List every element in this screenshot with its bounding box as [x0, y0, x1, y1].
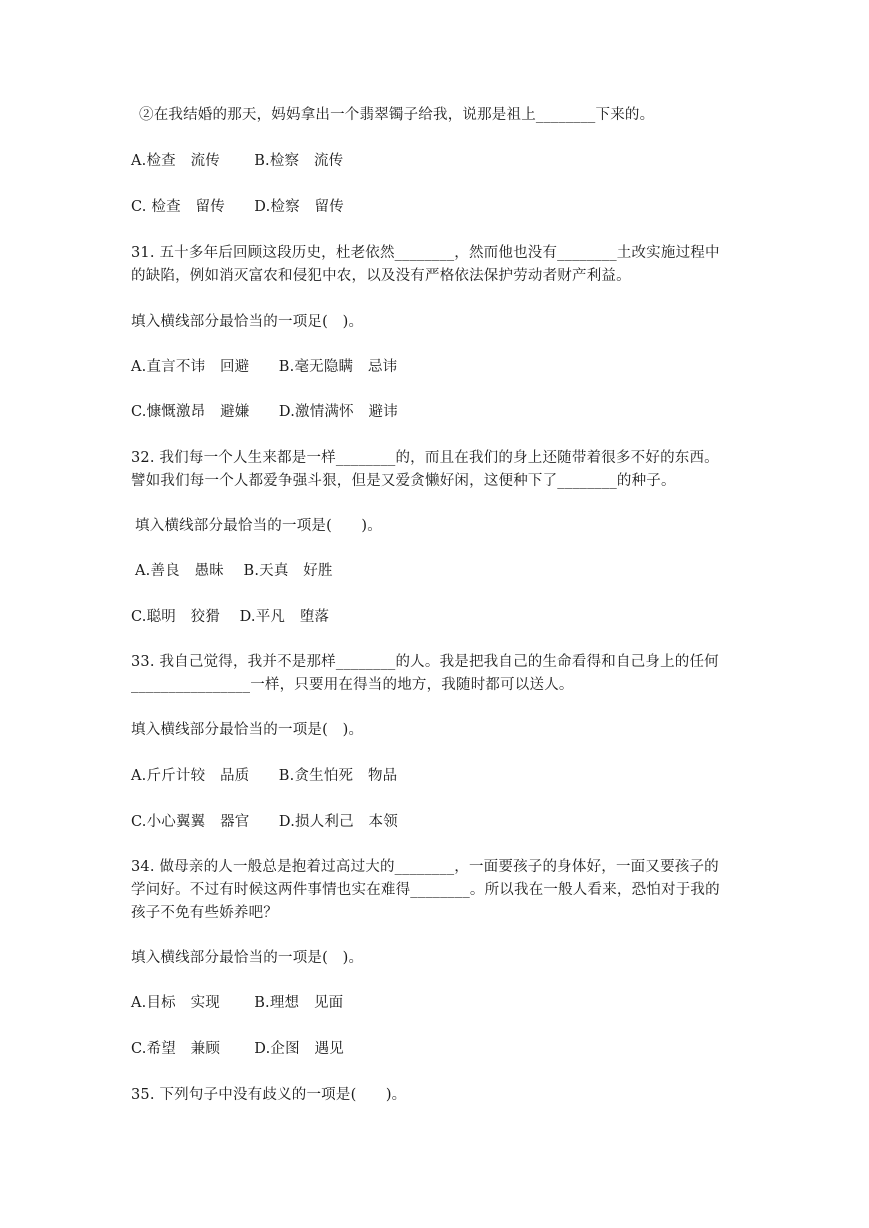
- q34-stem-line-3: 孩子不免有些娇养吧？: [131, 905, 278, 921]
- q33-options-cd: C.小心翼翼 器官 D.损人利己 本领: [131, 814, 398, 830]
- q31-stem-line-1: 31. 五十多年后回顾这段历史，杜老依然________，然而他也没有________土改实施过程中: [131, 245, 720, 261]
- q33-stem-line-1: 33. 我自己觉得，我并不是那样________的人。我是把我自己的生命看得和自己身上的任何: [131, 654, 719, 670]
- q32-prompt: 填入横线部分最恰当的一项是( )。: [135, 518, 382, 534]
- q34-stem-line-2: 学问好。不过有时候这两件事情也实在难得________。所以我在一般人看来，恐怕对于我的: [131, 882, 720, 898]
- q33-stem-line-2: ________________一样，只要用在得当的地方，我随时都可以送人。: [131, 677, 574, 693]
- q32-options-cd: C.聪明 狡猾 D.平凡 堕落: [131, 609, 330, 625]
- q34-stem-line-1: 34. 做母亲的人一般总是抱着过高过大的________，一面要孩子的身体好，一面又要孩子的: [131, 859, 719, 875]
- q34-options-cd: C.希望 兼顾 D.企图 遇见: [131, 1041, 344, 1057]
- q32-stem-line-1: 32. 我们每一个人生来都是一样________的，而且在我们的身上还随带着很多不好的东西。: [131, 450, 719, 466]
- q31-options-ab: A.直言不讳 回避 B.毫无隐瞒 忌讳: [131, 359, 398, 375]
- q31-stem-line-2: 的缺陷，例如消灭富农和侵犯中农，以及没有严格依法保护劳动者财产利益。: [131, 268, 631, 284]
- q33-options-ab: A.斤斤计较 品质 B.贪生怕死 物品: [131, 768, 398, 784]
- q32-stem-line-2: 譬如我们每一个人都爱争强斗狠，但是又爱贪懒好闲，这便种下了________的种子。: [131, 473, 676, 489]
- q35-stem: 35. 下列句子中没有歧义的一项是( )。: [131, 1087, 407, 1103]
- q34-prompt: 填入横线部分最恰当的一项是( )。: [131, 950, 364, 966]
- q33-prompt: 填入横线部分最恰当的一项是( )。: [131, 722, 364, 738]
- q30-sentence-2: ②在我结婚的那天，妈妈拿出一个翡翠镯子给我，说那是祖上________下来的。: [139, 107, 655, 123]
- q30-options-cd: C. 检查 留传 D.检察 留传: [131, 199, 344, 215]
- q30-options-ab: A.检查 流传 B.检察 流传: [131, 153, 344, 169]
- q31-options-cd: C.慷慨激昂 避嫌 D.激情满怀 避讳: [131, 404, 398, 420]
- q31-prompt: 填入横线部分最恰当的一项足( )。: [131, 314, 364, 330]
- q34-options-ab: A.目标 实现 B.理想 见面: [131, 995, 344, 1011]
- q32-options-ab: A.善良 愚昧 B.天真 好胜: [135, 563, 333, 579]
